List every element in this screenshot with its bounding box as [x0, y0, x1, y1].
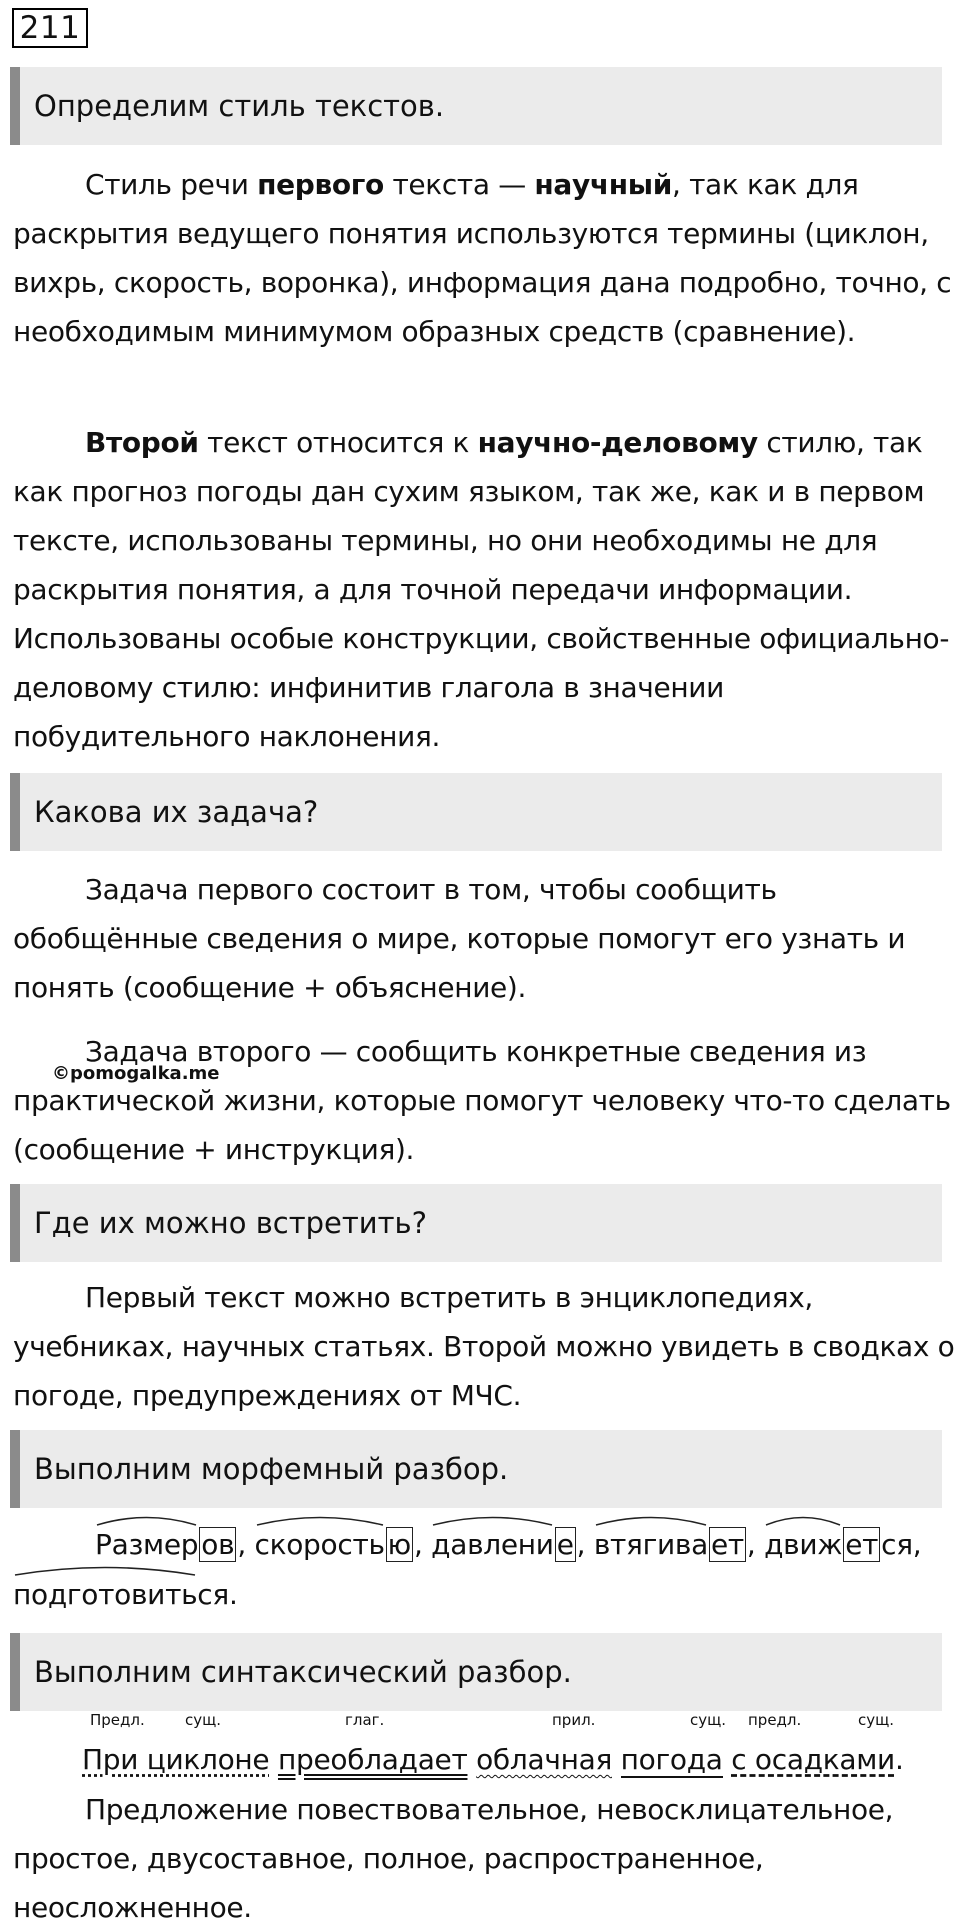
root-arc	[431, 1514, 554, 1526]
word-ending: ет	[710, 1528, 744, 1561]
pos-label: Предл.	[90, 1711, 145, 1729]
section-heading-syntax: Выполним синтаксический разбор.	[10, 1633, 942, 1711]
word-postfix: ся	[197, 1578, 229, 1611]
root-arc	[764, 1514, 842, 1526]
text-run: текста —	[383, 168, 535, 201]
section-heading-where: Где их можно встретить?	[10, 1184, 942, 1262]
paragraph-second-text-style	[13, 418, 955, 761]
sentence-spacer: .	[894, 1743, 904, 1776]
sentence-spacer	[723, 1743, 732, 1776]
part-of-speech-labels	[0, 1708, 960, 1732]
text-run: текст относится к	[198, 426, 478, 459]
watermark: ©pomogalka.me	[52, 1063, 220, 1084]
word-stem: скорость	[254, 1528, 385, 1561]
analyzed-sentence	[82, 1735, 904, 1785]
paragraph-first-task	[13, 865, 955, 1012]
paragraph-where	[13, 1273, 955, 1420]
sentence-member: с осадками	[731, 1743, 895, 1776]
root-arc	[13, 1564, 197, 1576]
morpheme-word	[13, 1570, 229, 1620]
word-ending: ов	[201, 1528, 235, 1561]
bold-term: научно-деловому	[477, 426, 758, 459]
root-arc	[594, 1514, 708, 1526]
sentence-member: погода	[620, 1743, 723, 1776]
word-separator: ,	[912, 1528, 922, 1561]
sentence-spacer	[612, 1743, 621, 1776]
word-stem: давлени	[431, 1528, 554, 1561]
bold-term: Второй	[85, 426, 199, 459]
word-separator: ,	[413, 1528, 432, 1561]
word-stem: втягива	[593, 1528, 708, 1561]
word-postfix: ся	[881, 1528, 913, 1561]
syntax-conclusion: Предложение повествовательное, невосклицательное, простое, двусоставное, полное, распространенное, неосложненное.	[13, 1793, 894, 1924]
morpheme-word	[95, 1520, 237, 1570]
text-run: , так как для раскрытия ведущего понятия используются термины (циклон, вихрь, скорость, воронка), информация дана подробно, точно, с необходимым минимумом образных средств (сравнение).	[13, 168, 952, 348]
root-arc	[255, 1514, 385, 1526]
morpheme-analysis	[13, 1520, 955, 1620]
sentence-member: При циклоне	[82, 1743, 270, 1776]
morpheme-word	[255, 1520, 414, 1570]
word-separator: ,	[576, 1528, 594, 1561]
bold-term: научный	[534, 168, 672, 201]
text-run: Задача второго — сообщить конкретные сведения из практической жизни, которые помогут человеку что-то сделать (сообщение + инструкция).	[13, 1035, 951, 1166]
bold-term: первого	[257, 168, 384, 201]
pos-label: прил.	[552, 1711, 596, 1729]
text-run: стилю, так как прогноз погоды дан сухим языком, так же, как и в первом тексте, использованы термины, но они необходимы не для раскрытия понятия, а для точной передачи информации. Использованы особые конструкции, свойственные официально-деловому стилю: инфинитив глагола в значении побудительного наклонения.	[13, 426, 950, 753]
sentence-spacer	[269, 1743, 278, 1776]
text-run: Первый текст можно встретить в энциклопедиях, учебниках, научных статьях. Второй можно увидеть в сводках о погоде, предупреждениях от МЧС.	[13, 1281, 955, 1412]
sentence-member: облачная	[476, 1743, 612, 1776]
pos-label: сущ.	[690, 1711, 727, 1729]
word-stem: подготовить	[13, 1578, 198, 1611]
paragraph-second-task	[13, 1027, 955, 1174]
task-number: 211	[12, 8, 88, 48]
word-separator: ,	[237, 1528, 255, 1561]
word-separator: .	[228, 1578, 238, 1611]
word-stem: движ	[764, 1528, 843, 1561]
text-run: Задача первого состоит в том, чтобы сообщить обобщённые сведения о мире, которые помогут его узнать и понять (сообщение + объяснение).	[13, 873, 906, 1004]
section-heading-task: Какова их задача?	[10, 773, 942, 851]
pos-label: сущ.	[185, 1711, 222, 1729]
morpheme-word	[594, 1520, 747, 1570]
word-ending: ю	[387, 1528, 411, 1561]
pos-label: глаг.	[345, 1711, 385, 1729]
pos-label: предл.	[748, 1711, 802, 1729]
word-separator: ,	[746, 1528, 765, 1561]
root-arc	[95, 1514, 198, 1526]
section-heading-style: Определим стиль текстов.	[10, 67, 942, 145]
morpheme-word	[431, 1520, 576, 1570]
word-ending: ет	[845, 1528, 879, 1561]
morpheme-word	[764, 1520, 913, 1570]
pos-label: сущ.	[858, 1711, 895, 1729]
paragraph-first-text-style	[13, 160, 955, 356]
sentence-spacer	[467, 1743, 476, 1776]
word-stem: Размер	[95, 1528, 199, 1561]
section-heading-morpheme: Выполним морфемный разбор.	[10, 1430, 942, 1508]
morpheme-words	[13, 1528, 921, 1611]
sentence-member: преобладает	[277, 1743, 468, 1776]
word-ending: е	[556, 1528, 574, 1561]
text-run: Стиль речи	[85, 168, 258, 201]
